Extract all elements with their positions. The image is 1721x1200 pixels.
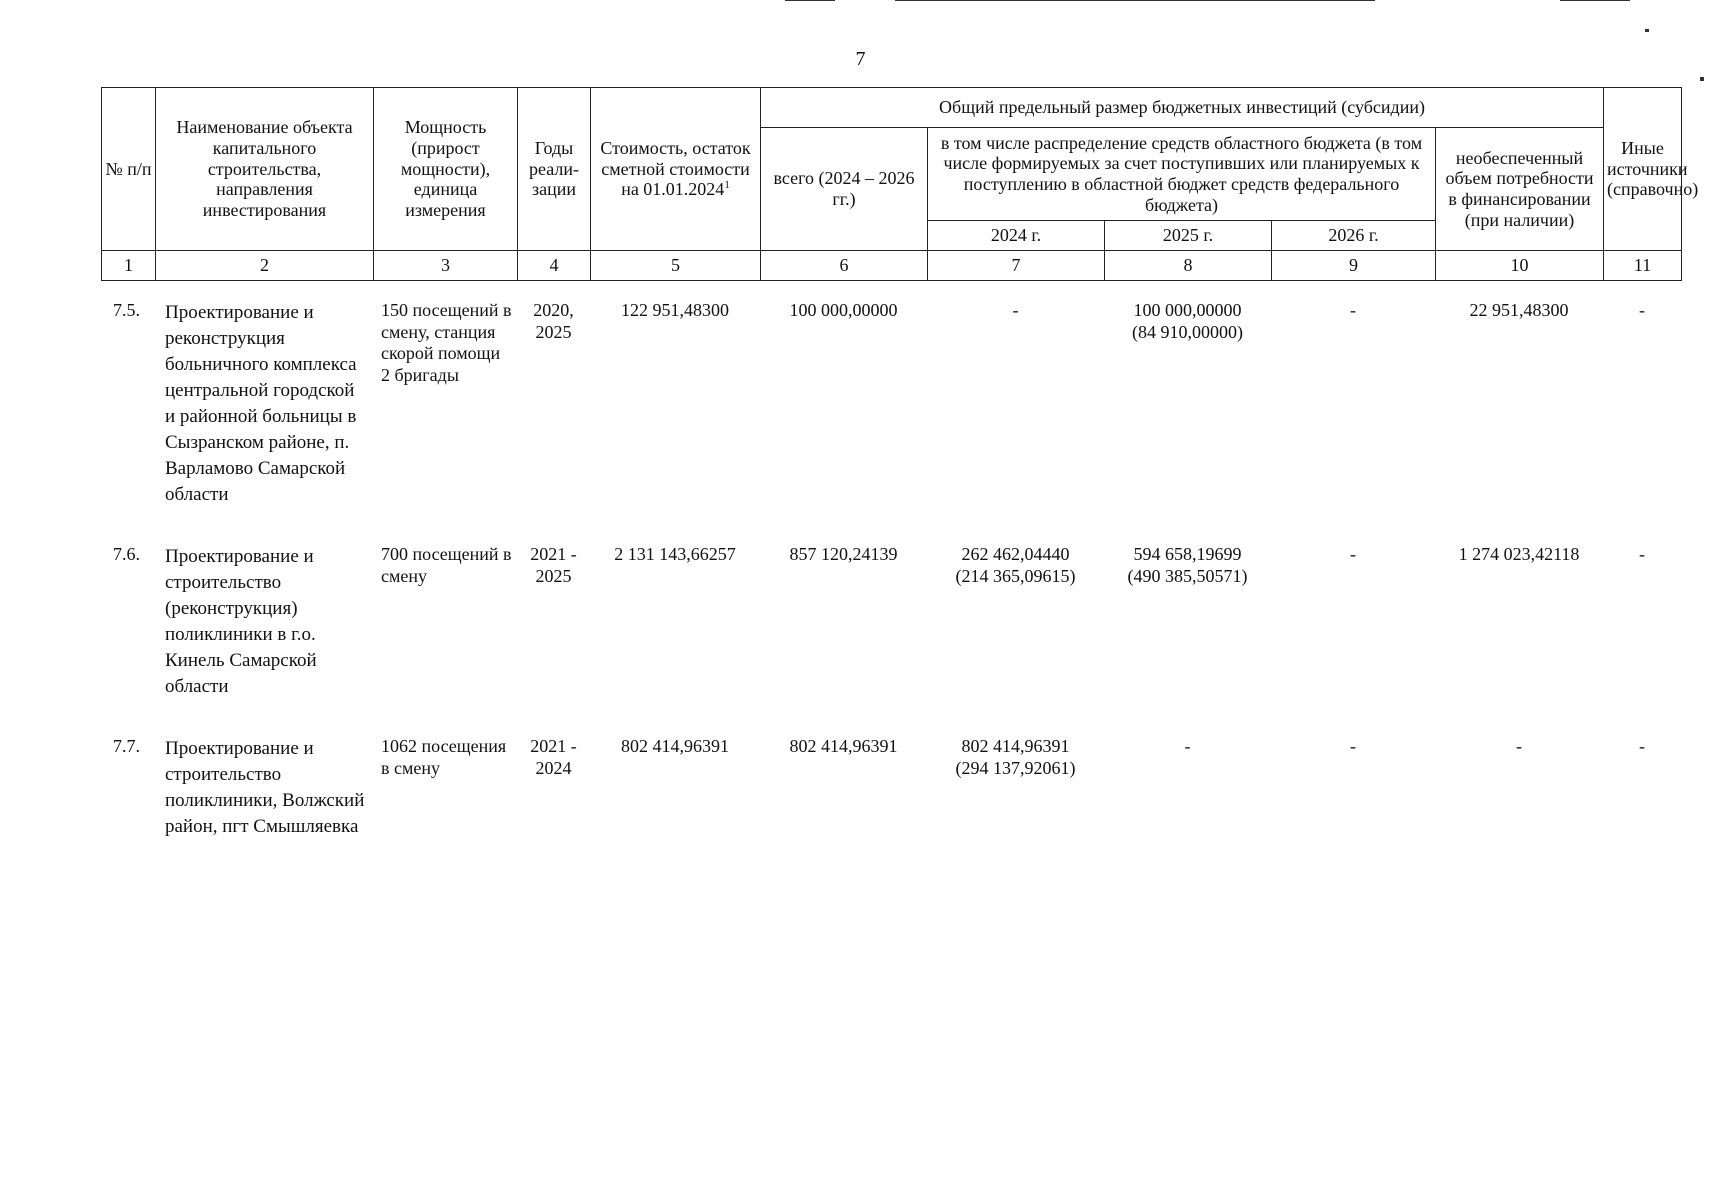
capacity: 700 посещений в смену [381, 544, 512, 586]
header-other: Иные источники (справочно) [1604, 88, 1682, 251]
amount-2025-value: 594 658,19699 [1133, 544, 1242, 564]
column-number: 10 [1436, 251, 1604, 281]
amount-2025-value: - [1184, 736, 1191, 756]
scan-artifact [1700, 77, 1704, 81]
scan-artifact [895, 0, 1375, 1]
header-year-2025: 2025 г. [1105, 221, 1272, 251]
years: 2021 - 2025 [530, 544, 577, 586]
years: 2020, 2025 [533, 300, 574, 342]
row-number: 7.7. [113, 736, 140, 756]
scan-artifact [785, 0, 835, 1]
page-number: 7 [855, 48, 866, 70]
header-num: № п/п [102, 88, 156, 251]
amount-2025 [1104, 736, 1271, 840]
header-total: всего (2024 – 2026 гг.) [761, 128, 928, 251]
unsecured: 1 274 023,42118 [1458, 544, 1580, 564]
column-number-row [102, 251, 1682, 281]
amount-2024 [927, 544, 1104, 700]
amount-2025 [1104, 544, 1271, 700]
amount-2025-federal: (84 910,00000) [1132, 321, 1243, 342]
header-unsecured: необеспеченный объем потребности в финансировании (при наличии) [1436, 128, 1604, 251]
cost: 2 131 143,66257 [614, 544, 736, 564]
object-name: Проектирование и строительство поликлиники, Волжский район, пгт Смышляевка [165, 738, 365, 837]
header-cost-label: Стоимость, остаток сметной стоимости на 01.01.2024 [600, 137, 751, 200]
column-number: 3 [374, 251, 518, 281]
header-total-group: Общий предельный размер бюджетных инвестиций (субсидии) [761, 88, 1604, 128]
total: 857 120,24139 [789, 544, 898, 564]
column-number: 7 [928, 251, 1105, 281]
header-year-2024: 2024 г. [928, 221, 1105, 251]
cost: 122 951,48300 [621, 300, 729, 320]
object-name: Проектирование и реконструкция больничного комплекса центральной городской и районной больницы в Сызранском районе, п. Варламово Самарской области [165, 302, 357, 505]
amount-2025 [1104, 300, 1271, 508]
column-number: 2 [156, 251, 374, 281]
total: 802 414,96391 [789, 736, 898, 756]
other-sources: - [1639, 544, 1645, 564]
other-sources: - [1639, 300, 1645, 320]
amount-2026: - [1350, 544, 1356, 564]
unsecured: 22 951,48300 [1469, 300, 1569, 320]
column-number: 8 [1105, 251, 1272, 281]
column-number: 6 [761, 251, 928, 281]
unsecured: - [1516, 736, 1522, 756]
capacity: 150 посещений в смену, станция скорой помощи 2 бригады [381, 300, 512, 385]
amount-2024 [927, 736, 1104, 840]
header-name: Наименование объекта капитального строительства, направления инвестирования [156, 88, 374, 251]
amount-2026: - [1350, 736, 1356, 756]
column-number: 9 [1272, 251, 1436, 281]
budget-table-body [101, 300, 1681, 840]
amount-2025-federal: (490 385,50571) [1127, 565, 1248, 586]
amount-2024-value: 802 414,96391 [961, 736, 1070, 756]
amount-2025-value: 100 000,00000 [1133, 300, 1242, 320]
header-year-2026: 2026 г. [1272, 221, 1436, 251]
years: 2021 - 2024 [530, 736, 577, 778]
column-number: 11 [1604, 251, 1682, 281]
cost: 802 414,96391 [621, 736, 729, 756]
table-row [101, 736, 1681, 840]
amount-2026: - [1350, 300, 1356, 320]
row-number: 7.5. [113, 300, 140, 320]
other-sources: - [1639, 736, 1645, 756]
budget-table-header [101, 87, 1699, 281]
amount-2024-value: - [1012, 300, 1019, 320]
table-row [101, 544, 1681, 700]
amount-2024-federal: (214 365,09615) [955, 565, 1076, 586]
header-distribution: в том числе распределение средств областного бюджета (в том числе формируемых за счет поступивших или планируемых к поступлению в областной бюджет средств федерального бюджета) [928, 128, 1436, 221]
scan-artifact [1645, 29, 1649, 32]
header-cost [591, 88, 761, 251]
column-number: 4 [518, 251, 591, 281]
capacity: 1062 посещения в смену [381, 736, 507, 778]
amount-2024 [927, 300, 1104, 508]
object-name: Проектирование и строительство (реконструкция) поликлиники в г.о. Кинель Самарской области [165, 546, 317, 697]
total: 100 000,00000 [789, 300, 898, 320]
table-row [101, 300, 1681, 508]
amount-2024-federal: (294 137,92061) [955, 757, 1076, 778]
header-capacity: Мощность (прирост мощности), единица измерения [374, 88, 518, 251]
header-cost-footnote: 1 [724, 179, 730, 192]
header-years: Годы реали-зации [518, 88, 591, 251]
column-number: 5 [591, 251, 761, 281]
amount-2024-value: 262 462,04440 [961, 544, 1070, 564]
column-number: 1 [102, 251, 156, 281]
row-number: 7.6. [113, 544, 140, 564]
scan-artifact [1560, 0, 1630, 1]
